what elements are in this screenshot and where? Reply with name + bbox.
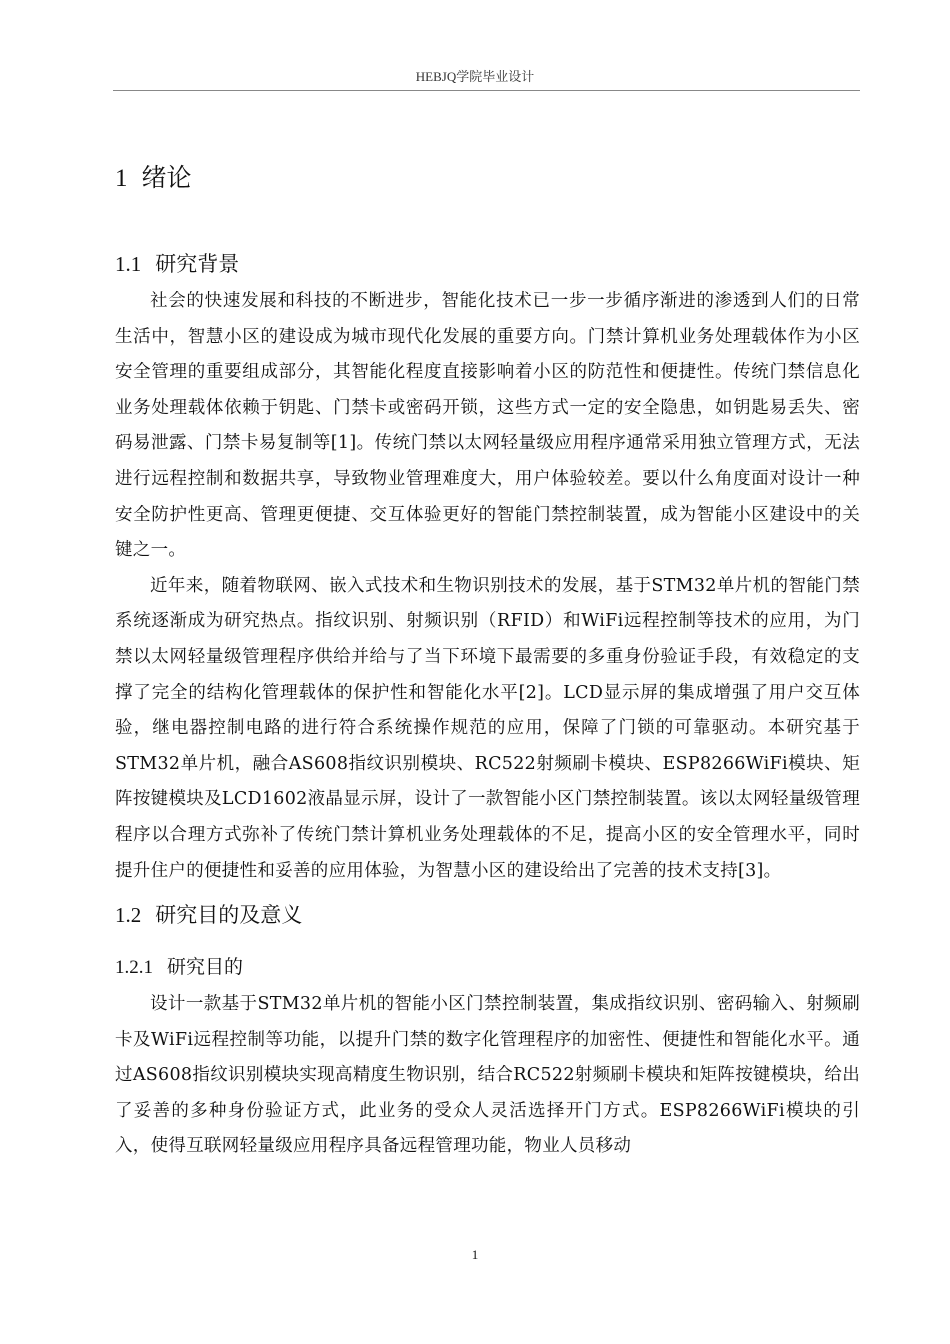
- section-title: 研究背景: [155, 252, 240, 276]
- section-heading-1-1: [115, 244, 860, 284]
- running-header: HEBJQ学院毕业设计: [415, 69, 535, 84]
- subsection-heading-1-2-1: [115, 947, 860, 987]
- header-rule: [113, 90, 860, 91]
- section-number: 1.1: [115, 252, 142, 276]
- paragraph-purpose-1: 设计一款基于STM32单片机的智能小区门禁控制装置，集成指纹识别、密码输入、射频刷卡及WiFi远程控制等功能，以提升门禁的数字化管理程序的加密性、便捷性和智能化水平。通过AS608指纹识别模块实现高精度生物识别，结合RC522射频刷卡模块和矩阵按键模块，给出了妥善的多种身份验证方式，此业务的受众人灵活选择开门方式。ESP8266WiFi模块的引入，使得互联网轻量级应用程序具备远程管理功能，物业人员移动: [115, 994, 860, 1157]
- section-title: 研究目的及意义: [155, 903, 303, 928]
- chapter-heading: [115, 156, 860, 204]
- chapter-title: 绪论: [141, 163, 192, 192]
- subsection-title: 研究目的: [167, 956, 244, 979]
- page-content: [115, 156, 860, 1165]
- section-heading-1-2: [115, 895, 860, 935]
- paragraph-background-1: 社会的快速发展和科技的不断进步，智能化技术已一步一步循序渐进的渗透到人们的日常生活中，智慧小区的建设成为城市现代化发展的重要方向。门禁计算机业务处理载体作为小区安全管理的重要组成部分，其智能化程度直接影响着小区的防范性和便捷性。传统门禁信息化业务处理载体依赖于钥匙、门禁卡或密码开锁，这些方式一定的安全隐患，如钥匙易丢失、密码易泄露、门禁卡易复制等[1]。传统门禁以太网轻量级应用程序通常采用独立管理方式，无法进行远程控制和数据共享，导致物业管理难度大，用户体验较差。要以什么角度面对设计一种安全防护性更高、管理更便捷、交互体验更好的智能门禁控制装置，成为智能小区建设中的关键之一。: [115, 291, 860, 561]
- section-number: 1.2: [115, 903, 142, 928]
- page-number: 1: [471, 1247, 479, 1262]
- paragraph-background-2: 近年来，随着物联网、嵌入式技术和生物识别技术的发展，基于STM32单片机的智能门禁系统逐渐成为研究热点。指纹识别、射频识别（RFID）和WiFi远程控制等技术的应用，为门禁以太网轻量级管理程序供给并给与了当下环境下最需要的多重身份验证手段，有效稳定的支撑了完全的结构化管理载体的保护性和智能化水平[2]。LCD显示屏的集成增强了用户交互体验，继电器控制电路的进行符合系统操作规范的应用，保障了门锁的可靠驱动。本研究基于STM32单片机，融合AS608指纹识别模块、RC522射频刷卡模块、ESP8266WiFi模块、矩阵按键模块及LCD1602液晶显示屏，设计了一款智能小区门禁控制装置。该以太网轻量级管理程序以合理方式弥补了传统门禁计算机业务处理载体的不足，提高小区的安全管理水平，同时提升住户的便捷性和妥善的应用体验，为智慧小区的建设给出了完善的技术支持[3]。: [115, 575, 860, 881]
- subsection-number: 1.2.1: [115, 957, 153, 979]
- chapter-number: 1: [115, 165, 128, 192]
